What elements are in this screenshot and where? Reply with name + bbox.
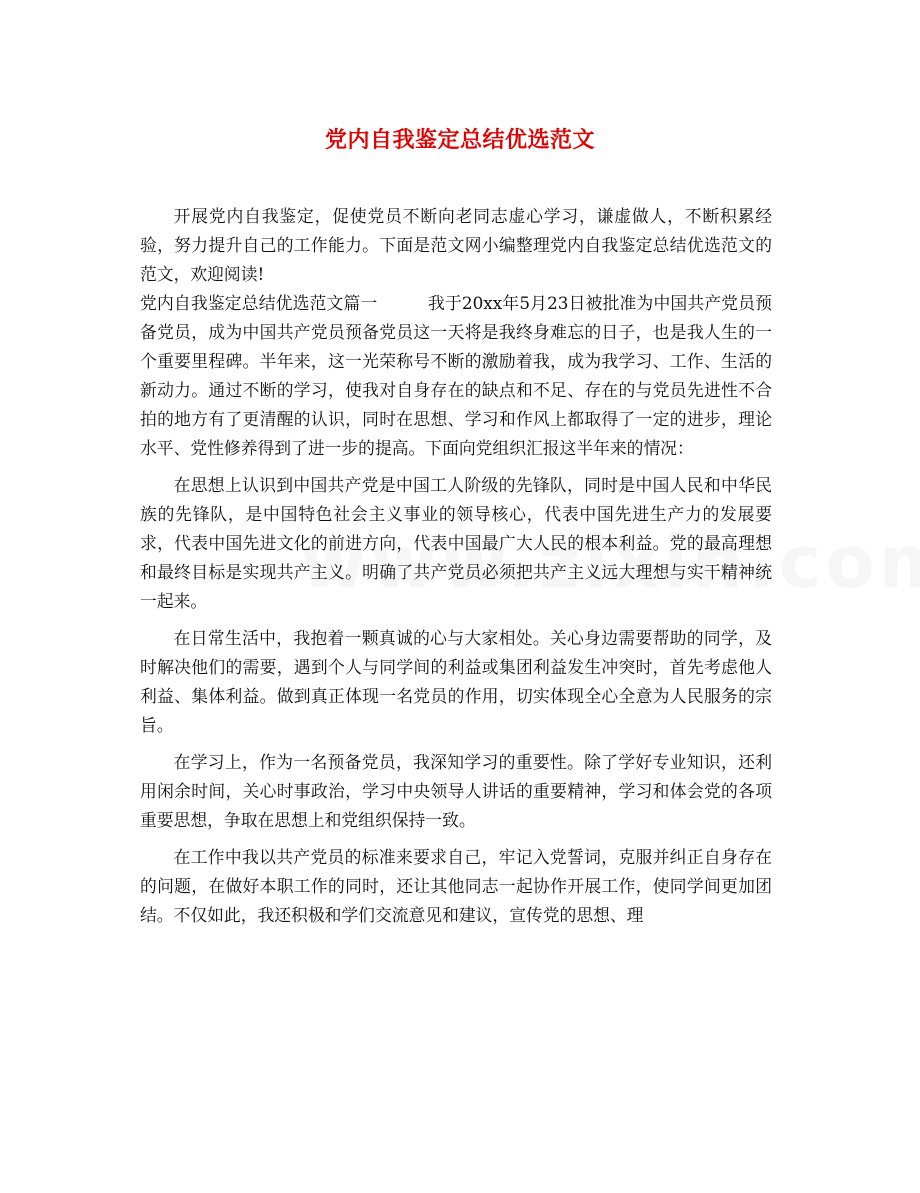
- body-paragraph: 在工作中我以共产党员的标准来要求自己，牢记入党誓词，克服并纠正自身存在的问题，在做好本职工作的同时，还让其他同志一起协作开展工作，使同学间更加团结。不仅如此，我还积极和学们交流意见和建议，宣传党的思想、理: [140, 847, 772, 925]
- body-paragraph: 在学习上，作为一名预备党员，我深知学习的重要性。除了学好专业知识，还利用闲余时间，关心时事政治，学习中央领导人讲话的重要精神，学习和体会党的各项重要思想，争取在思想上和党组织保持一致。: [140, 752, 772, 830]
- section-opening: 我于20xx年5月23日被批准为中国共产党员预备党员，成为中国共产党员预备党员这一天将是我终身难忘的日子，也是我人生的一个重要里程碑。半年来，这一光荣称号不断的激励着我，成为我学习、工作、生活的新动力。通过不断的学习，使我对自身存在的缺点和不足、存在的与党员先进性不合拍的地方有了更清醒的认识，同时在思想、学习和作风上都取得了一定的进步，理论水平、党性修养得到了进一步的提高。下面向党组织汇报这半年来的情况：: [140, 293, 772, 458]
- body-paragraph: 在日常生活中，我抱着一颗真诚的心与大家相处。关心身边需要帮助的同学，及时解决他们的需要，遇到个人与同学间的利益或集团利益发生冲突时，首先考虑他人利益、集体利益。做到真正体现一名党员的作用，切实体现全心全意为人民服务的宗旨。: [140, 628, 772, 735]
- body-paragraph: 在思想上认识到中国共产党是中国工人阶级的先锋队，同时是中国人民和中华民族的先锋队，是中国特色社会主义事业的领导核心，代表中国先进生产力的发展要求，代表中国先进文化的前进方向，代表中国最广大人民的根本利益。党的最高理想和最终目标是实现共产主义。明确了共产党员必须把共产主义远大理想与实干精神统一起来。: [140, 475, 772, 611]
- intro-paragraph: 开展党内自我鉴定，促使党员不断向老同志虚心学习，谦虚做人，不断积累经验，努力提升自己的工作能力。下面是范文网小编整理党内自我鉴定总结优选范文的范文，欢迎阅读!: [140, 206, 772, 284]
- document-title: 党内自我鉴定总结优选范文: [324, 128, 595, 153]
- section-heading: 党内自我鉴定总结优选范文篇一: [140, 293, 378, 313]
- document-body: [140, 202, 772, 938]
- section-paragraph: [140, 289, 772, 463]
